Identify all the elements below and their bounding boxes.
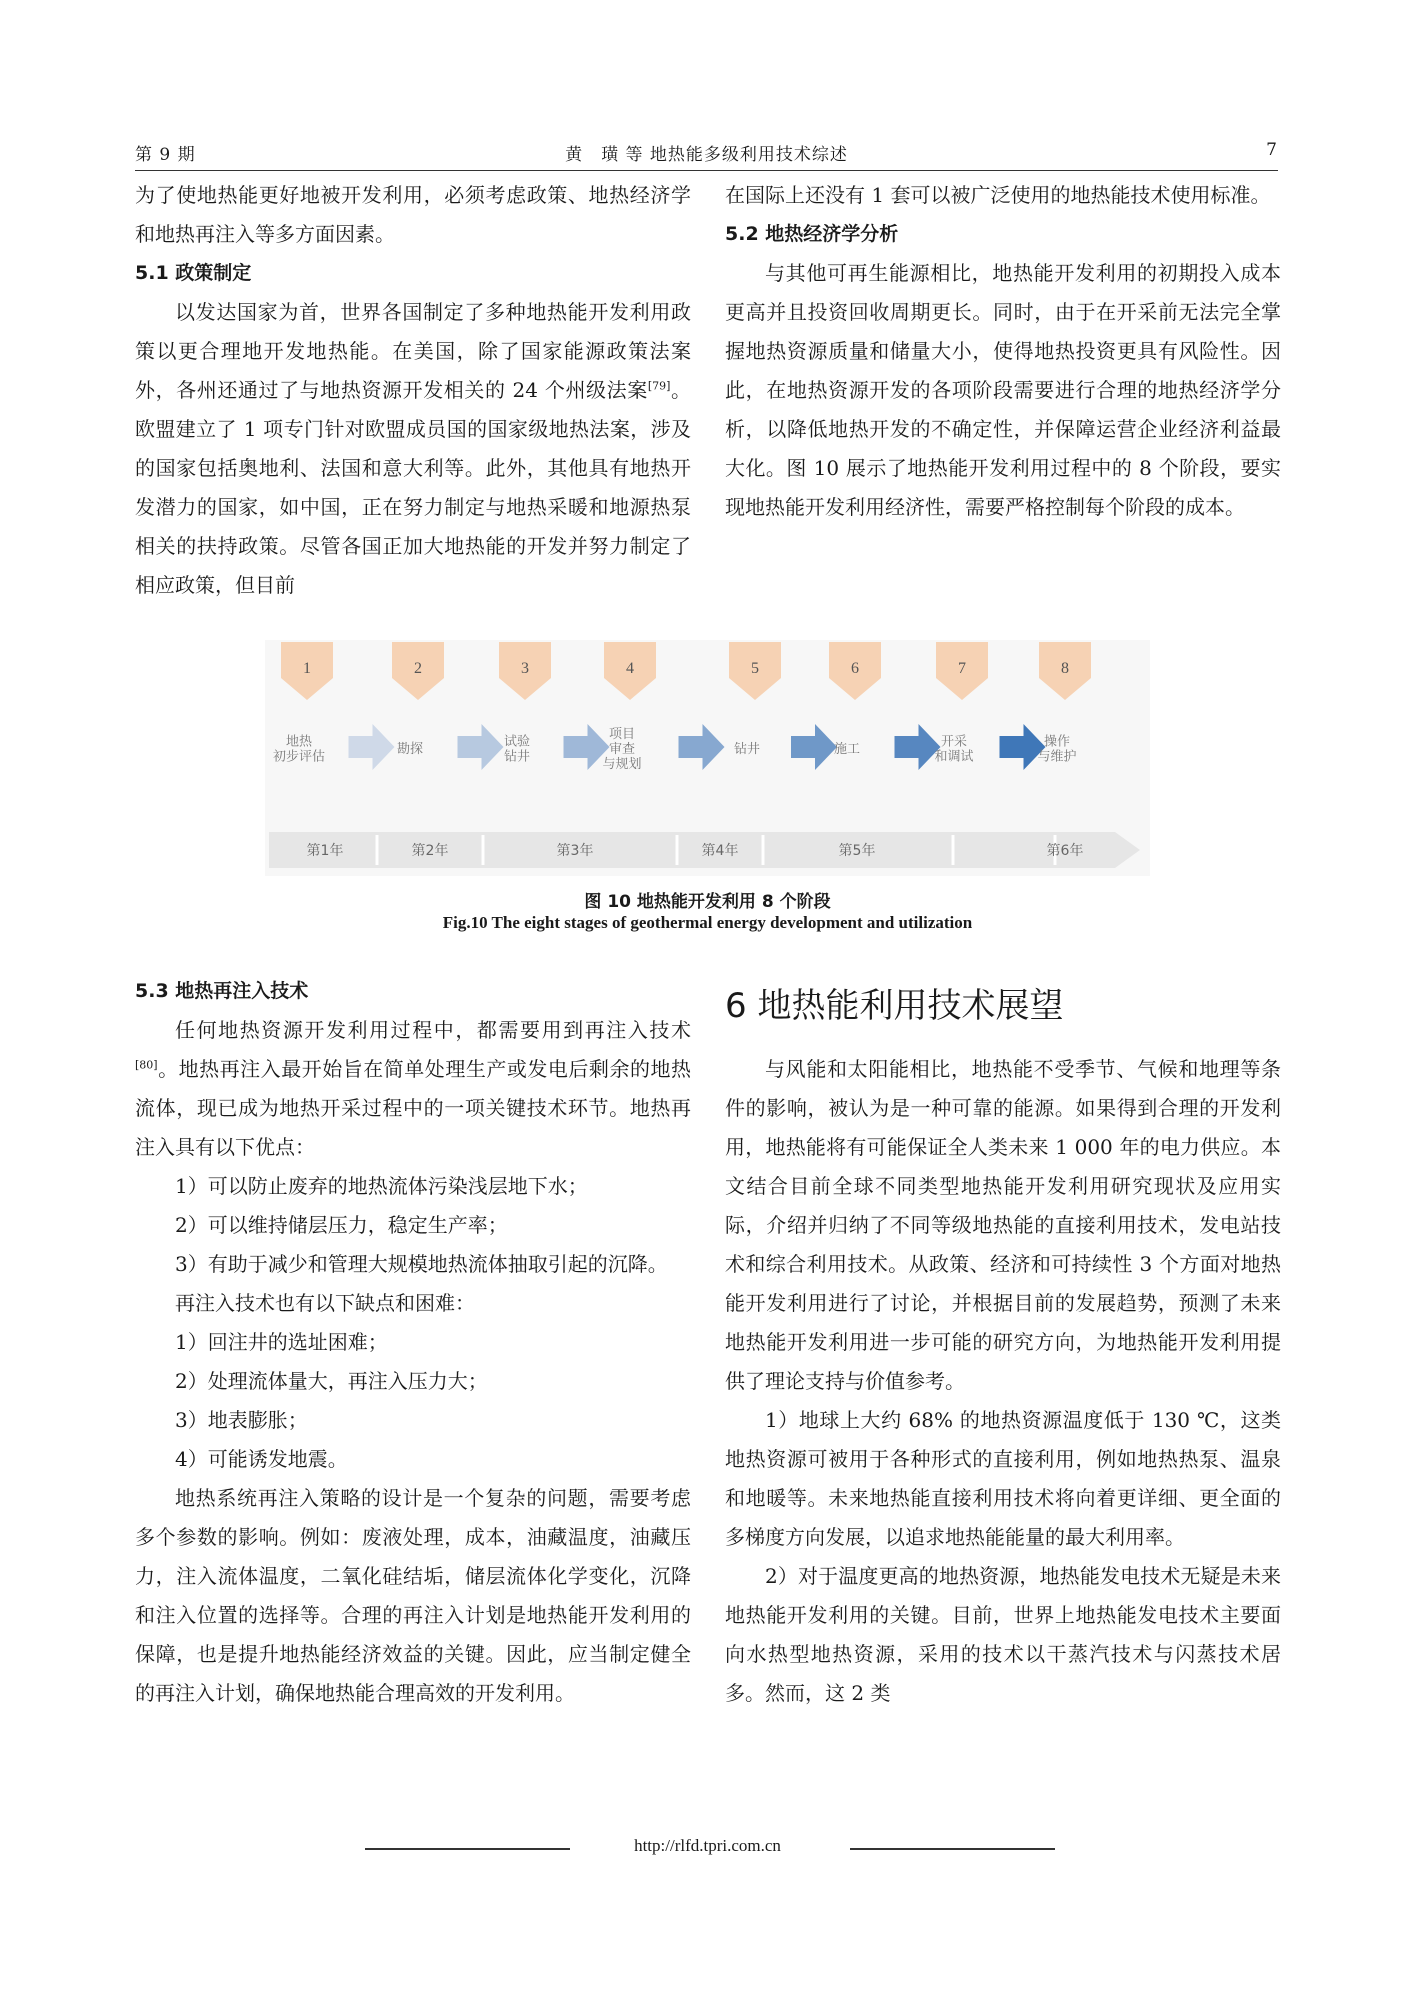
left-column-top	[135, 176, 691, 605]
figure-caption-cn: 图 10 地热能开发利用 8 个阶段	[584, 892, 831, 912]
paragraph: 与风能和太阳能相比，地热能不受季节、气候和地理等条件的影响，被认为是一种可靠的能源。如果得到合理的开发利用，地热能将有可能保证全人类未来 1 000 年的电力供应。本文结合目前全球不同类型地热能开发利用研究现状及应用实际，介绍并归纳了不同等级地热能的直接利用技术，发电站技术和综合利用技术。从政策、经济和可持续性 3 个方面对地热能开发利用进行了讨论，并根据目前的发展趋势，预测了未来地热能开发利用进一步可能的研究方向，为地热能开发利用提供了理论支持与价值参考。	[725, 1057, 1281, 1393]
stage-number: 2	[414, 660, 422, 677]
stage-label: 试验	[503, 734, 531, 750]
paragraph: 与其他可再生能源相比，地热能开发利用的初期投入成本更高并且投资回收周期更长。同时，由于在开采前无法完全掌握地热资源质量和储量大小，使得地热投资更具有风险性。因此，在地热资源开发的各项阶段需要进行合理的地热经济学分析，以降低地热开发的不确定性，并保障运营企业经济利益最大化。图 10 展示了地热能开发利用过程中的 8 个阶段，要实现地热能开发利用经济性，需要严格控制每个阶段的成本。	[725, 261, 1281, 519]
left-column-bottom	[135, 972, 691, 1713]
stage-label: 地热	[285, 734, 313, 750]
paragraph: 1）地球上大约 68% 的地热资源温度低于 130 ℃，这类地热资源可被用于各种形式的直接利用，例如地热热泵、温泉和地暖等。未来地热能直接利用技术将向着更详细、更全面的多梯度方向发展，以追求地热能能量的最大利用率。	[725, 1408, 1281, 1549]
stage-number: 6	[851, 660, 859, 677]
right-column-top	[725, 176, 1281, 527]
list-item: 3）地表膨胀；	[175, 1408, 308, 1432]
stage-label: 钻井	[733, 742, 761, 757]
timeline-year-label: 第2年	[411, 843, 449, 859]
stage-label: 项目	[608, 727, 636, 742]
timeline-year-label: 第5年	[838, 843, 876, 859]
stage-label: 审查	[608, 742, 636, 757]
list-item: 4）可能诱发地震。	[175, 1447, 348, 1471]
stage-number: 8	[1061, 660, 1069, 677]
section-heading-5-3: 5.3 地热再注入技术	[135, 980, 309, 1002]
stage-label: 钻井	[503, 749, 531, 765]
citation-79[interactable]: [79]	[647, 379, 671, 393]
page-footer	[0, 1833, 1415, 1863]
timeline-year-label: 第3年	[556, 843, 594, 859]
list-item: 3）有助于减少和管理大规模地热流体抽取引起的沉降。	[175, 1252, 668, 1276]
running-header	[135, 138, 1278, 171]
stage-label: 勘探	[396, 742, 424, 757]
timeline-year-label: 第6年	[1046, 843, 1084, 859]
paragraph: 为了使地热能更好地被开发利用，必须考虑政策、地热经济学和地热再注入等多方面因素。	[135, 183, 691, 246]
paragraph: 再注入技术也有以下缺点和困难：	[175, 1291, 475, 1315]
list-item: 2）处理流体量大，再注入压力大；	[175, 1369, 488, 1393]
stage-label: 操作	[1043, 734, 1071, 750]
section-heading-5-1: 5.1 政策制定	[135, 262, 252, 284]
running-title: 黄 璜 等 地热能多级利用技术综述	[565, 145, 848, 165]
timeline-year-label: 第4年	[701, 843, 739, 859]
paragraph: 以发达国家为首，世界各国制定了多种地热能开发利用政策以更合理地开发地热能。在美国，除了国家能源政策法案外，各州还通过了与地热资源开发相关的 24 个州级法案[79]。欧盟建立了 1 项专门针对欧盟成员国的国家级地热法案，涉及的国家包括奥地利、法国和意大利等。此外，其他具有地热开发潜力的国家，如中国，正在努力制定与地热采暖和地源热泵相关的扶持政策。尽管各国正加大地热能的开发并努力制定了相应政策，但目前	[135, 300, 691, 597]
stage-number: 3	[521, 660, 529, 677]
stage-label: 和调试	[934, 749, 974, 765]
stage-label: 开采	[940, 734, 968, 750]
issue-number: 第 9 期	[135, 145, 196, 165]
figure-caption-en: Fig.10 The eight stages of geothermal energy development and utilization	[442, 913, 973, 932]
stage-number: 4	[626, 660, 634, 677]
stage-label: 施工	[833, 742, 861, 757]
stage-number: 1	[303, 660, 311, 677]
stage-label: 初步评估	[272, 749, 326, 765]
section-heading-5-2: 5.2 地热经济学分析	[725, 223, 899, 245]
journal-url[interactable]: http://rlfd.tpri.com.cn	[634, 1836, 781, 1855]
stage-label: 与维护	[1037, 749, 1077, 765]
paragraph: 地热系统再注入策略的设计是一个复杂的问题，需要考虑多个参数的影响。例如：废液处理，成本，油藏温度，油藏压力，注入流体温度，二氧化硅结垢，储层流体化学变化，沉降和注入位置的选择等。合理的再注入计划是地热能开发利用的保障，也是提升地热能经济效益的关键。因此，应当制定健全的再注入计划，确保地热能合理高效的开发利用。	[135, 1486, 691, 1705]
paragraph: 2）对于温度更高的地热资源，地热能发电技术无疑是未来地热能开发利用的关键。目前，世界上地热能发电技术主要面向水热型地热资源，采用的技术以干蒸汽技术与闪蒸技术居多。然而，这 2 类	[725, 1564, 1281, 1705]
footer-rule-right	[850, 1848, 1055, 1850]
stage-number: 7	[958, 660, 966, 677]
list-item: 1）可以防止废弃的地热流体污染浅层地下水；	[175, 1174, 588, 1198]
timeline-year-label: 第1年	[306, 843, 344, 859]
section-heading-6: 6 地热能利用技术展望	[725, 986, 1064, 1026]
stage-number: 5	[751, 660, 759, 677]
figure-10-stages-diagram	[265, 640, 1150, 876]
page-number: 7	[1266, 140, 1278, 160]
stage-label: 与规划	[602, 757, 642, 772]
citation-80[interactable]: [80]	[135, 1058, 158, 1072]
list-item: 2）可以维持储层压力，稳定生产率；	[175, 1213, 508, 1237]
list-item: 1）回注井的选址困难；	[175, 1330, 388, 1354]
paragraph: 在国际上还没有 1 套可以被广泛使用的地热能技术使用标准。	[725, 183, 1271, 207]
paragraph: 任何地热资源开发利用过程中，都需要用到再注入技术[80]。地热再注入最开始旨在简单处理生产或发电后剩余的地热流体，现已成为地热开采过程中的一项关键技术环节。地热再注入具有以下优点：	[135, 1018, 691, 1159]
right-column-bottom	[725, 976, 1281, 1713]
